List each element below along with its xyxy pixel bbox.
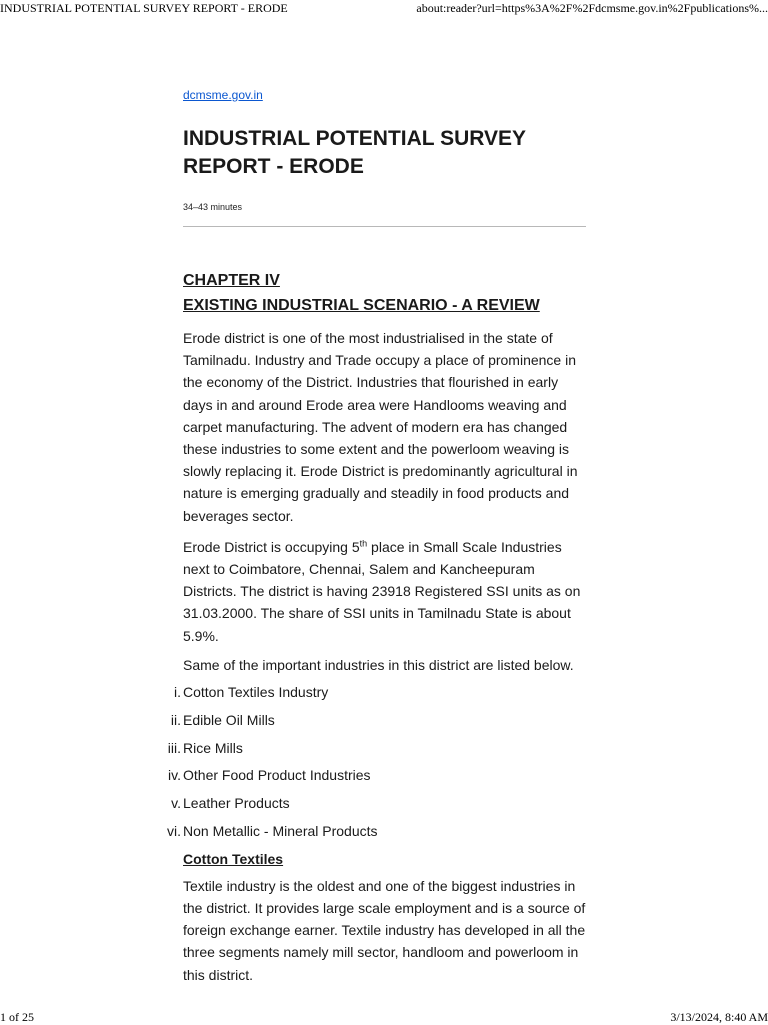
list-item [167, 739, 586, 757]
list-item-label: Leather Products [183, 795, 290, 812]
list-item-number: iv. [168, 767, 181, 784]
cotton-textiles-heading: Cotton Textiles [183, 850, 284, 867]
list-item [170, 711, 586, 729]
industries-list [167, 683, 586, 840]
print-header-title: INDUSTRIAL POTENTIAL SURVEY REPORT - ERODE [0, 1, 288, 15]
list-item-label: Other Food Product Industries [183, 767, 371, 784]
article-title: INDUSTRIAL POTENTIAL SURVEY REPORT - ERODE [183, 127, 526, 178]
list-item-number: vi. [167, 823, 181, 840]
print-datetime: 3/13/2024, 8:40 AM [670, 1010, 768, 1024]
chapter-heading: CHAPTER IV [183, 272, 280, 289]
section-heading: EXISTING INDUSTRIAL SCENARIO - A REVIEW [183, 297, 540, 314]
list-item-number: ii. [170, 711, 181, 728]
header-divider [183, 226, 586, 227]
paragraph-intro: Erode district is one of the most industrialised in the state of Tamilnadu. Industry and Trade occupy a place of prominence in the economy of the District. Industries that flourished in early days in and around Erode area were Handlooms weaving and carpet manufacturing. The advent of modern era has changed these industries to some extent and the powerloom weaving is slowly replacing it. Erode District is predominantly agricultural in nature is emerging gradually and steadily in food products and beverages sector. [183, 330, 578, 524]
reading-time: 34–43 minutes [183, 202, 243, 212]
paragraph-ssi-rest: place in Small Scale Industries next to Coimbatore, Chennai, Salem and Kancheepuram Districts. The district is having 23918 Registered SSI units as on 31.03.2000. The share of SSI units in Tamilnadu State is about 5.9%. [183, 538, 581, 644]
list-item-number: i. [174, 684, 181, 701]
paragraph-textiles: Textile industry is the oldest and one of the biggest industries in the district. It provides large scale employment and is a source of foreign exchange earner. Textile industry has developed in all the three segments namely mill sector, handloom and powerloom in this district. [183, 877, 586, 983]
source-domain-link[interactable]: dcmsme.gov.in [183, 88, 263, 102]
list-item-label: Cotton Textiles Industry [183, 684, 329, 701]
paragraph-list-intro: Same of the important industries in this district are listed below. [183, 656, 574, 673]
list-item-label: Rice Mills [183, 739, 243, 756]
page-counter: 1 of 25 [0, 1010, 34, 1024]
list-item-label: Edible Oil Mills [183, 711, 275, 728]
list-item [167, 822, 586, 840]
list-item-number: v. [171, 795, 181, 812]
list-item [171, 794, 586, 812]
paragraph-ssi-start: Erode District is occupying 5 [183, 538, 360, 555]
list-item [168, 766, 586, 784]
list-item [174, 683, 586, 701]
list-item-number: iii. [167, 739, 181, 756]
print-header [0, 0, 768, 16]
paragraph-ssi [183, 536, 586, 647]
print-header-url: about:reader?url=https%3A%2F%2Fdcmsme.gov.in%2Fpublications%... [416, 1, 768, 15]
reader-article [167, 86, 586, 986]
print-footer [0, 1010, 768, 1024]
ordinal-suffix: th [359, 538, 368, 549]
list-item-label: Non Metallic - Mineral Products [183, 823, 378, 840]
